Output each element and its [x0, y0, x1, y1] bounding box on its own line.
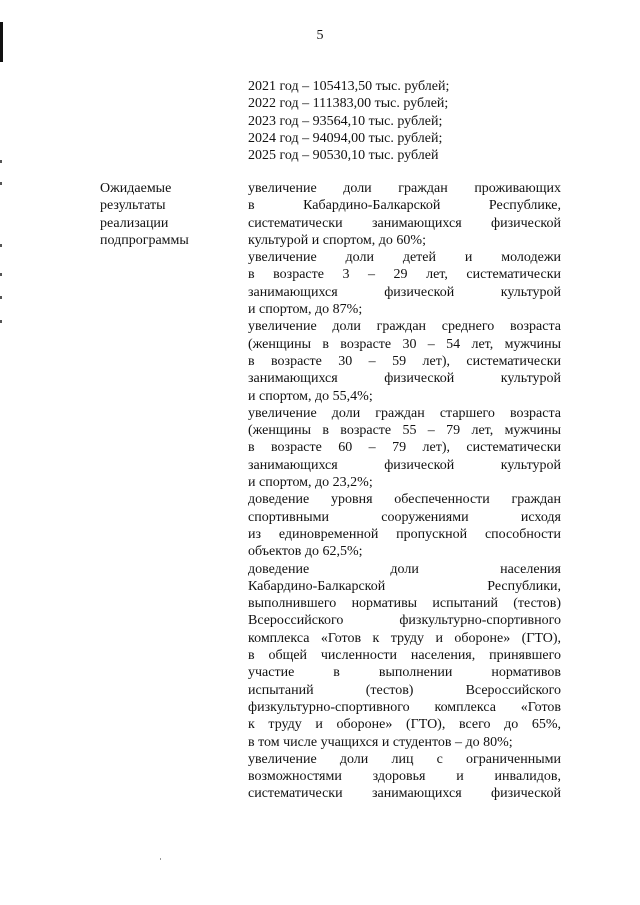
scan-edge-speck	[0, 296, 2, 299]
scan-edge-speck	[0, 182, 2, 185]
result-text-line: (женщины в возрасте 30 – 54 лет, мужчины	[248, 336, 561, 352]
row-label-line: подпрограммы	[100, 232, 189, 248]
row-label-line: Ожидаемые	[100, 181, 172, 196]
scan-edge-speck	[0, 320, 2, 323]
funding-by-year	[248, 78, 449, 164]
result-text-line: испытаний (тестов) Всероссийского	[248, 682, 561, 698]
scan-edge-speck	[0, 244, 2, 247]
row-label-expected-results	[100, 180, 230, 249]
result-text-line: доведение доли населения	[248, 561, 561, 577]
result-text-line: выполнившего нормативы испытаний (тестов)	[248, 596, 561, 612]
result-text-line: систематически занимающихся физической	[248, 215, 561, 231]
result-text-line: возможностями здоровья и инвалидов,	[248, 769, 561, 785]
result-text-line: в возрасте 3 – 29 лет, систематически	[248, 267, 561, 283]
result-text-line: в общей численности населения, принявшего	[248, 648, 561, 664]
result-text-line: систематически занимающихся физической	[248, 786, 561, 802]
result-text-line: в возрасте 60 – 79 лет), систематически	[248, 440, 561, 456]
result-text-line: объектов до 62,5%;	[248, 544, 363, 560]
result-text-line: увеличение доли граждан старшего возраста	[248, 405, 561, 421]
row-label-line: реализации	[100, 215, 169, 231]
funding-year-line: 2022 год – 111383,00 тыс. рублей;	[248, 96, 449, 112]
funding-year-line: 2025 год – 90530,10 тыс. рублей	[248, 148, 439, 164]
page-number: 5	[316, 28, 324, 43]
result-text-line: увеличение доли граждан среднего возраста	[248, 319, 561, 335]
result-text-line: занимающихся физической культурой	[248, 371, 561, 387]
scan-speck	[160, 858, 161, 860]
result-text-line: и спортом, до 55,4%;	[248, 388, 373, 404]
row-label-line: результаты	[100, 198, 166, 214]
result-text-line: к труду и обороне» (ГТО), всего до 65%,	[248, 717, 561, 733]
result-text-line: (женщины в возрасте 55 – 79 лет, мужчины	[248, 423, 561, 439]
funding-year-line: 2023 год – 93564,10 тыс. рублей;	[248, 113, 443, 129]
result-text-line: в возрасте 30 – 59 лет), систематически	[248, 353, 561, 369]
expected-results-text	[248, 180, 561, 803]
scan-edge-speck	[0, 160, 2, 163]
result-text-line: участие в выполнении нормативов	[248, 665, 561, 681]
result-text-line: и спортом, до 23,2%;	[248, 475, 373, 491]
result-text-line: культурой и спортом, до 60%;	[248, 232, 426, 248]
funding-year-line: 2021 год – 105413,50 тыс. рублей;	[248, 79, 450, 94]
funding-year-line: 2024 год – 94094,00 тыс. рублей;	[248, 130, 443, 146]
result-text-line: занимающихся физической культурой	[248, 284, 561, 300]
result-text-line: увеличение доли лиц с ограниченными	[248, 751, 561, 767]
result-text-line: увеличение доли граждан проживающих	[248, 181, 561, 196]
scan-edge-speck	[0, 273, 2, 276]
result-text-line: спортивными сооружениями исходя	[248, 509, 561, 525]
result-text-line: занимающихся физической культурой	[248, 457, 561, 473]
result-text-line: Кабардино-Балкарской Республики,	[248, 578, 561, 594]
result-text-line: физкультурно-спортивного комплекса «Готов	[248, 699, 561, 715]
result-text-line: в том числе учащихся и студентов – до 80%;	[248, 734, 513, 750]
result-text-line: и спортом, до 87%;	[248, 302, 363, 318]
result-text-line: из единовременной пропускной способности	[248, 526, 561, 542]
result-text-line: увеличение доли детей и молодежи	[248, 250, 561, 266]
result-text-line: Всероссийского физкультурно-спортивного	[248, 613, 561, 629]
result-text-line: комплекса «Готов к труду и обороне» (ГТО),	[248, 630, 561, 646]
result-text-line: в Кабардино-Балкарской Республике,	[248, 198, 561, 214]
result-text-line: доведение уровня обеспеченности граждан	[248, 492, 561, 508]
